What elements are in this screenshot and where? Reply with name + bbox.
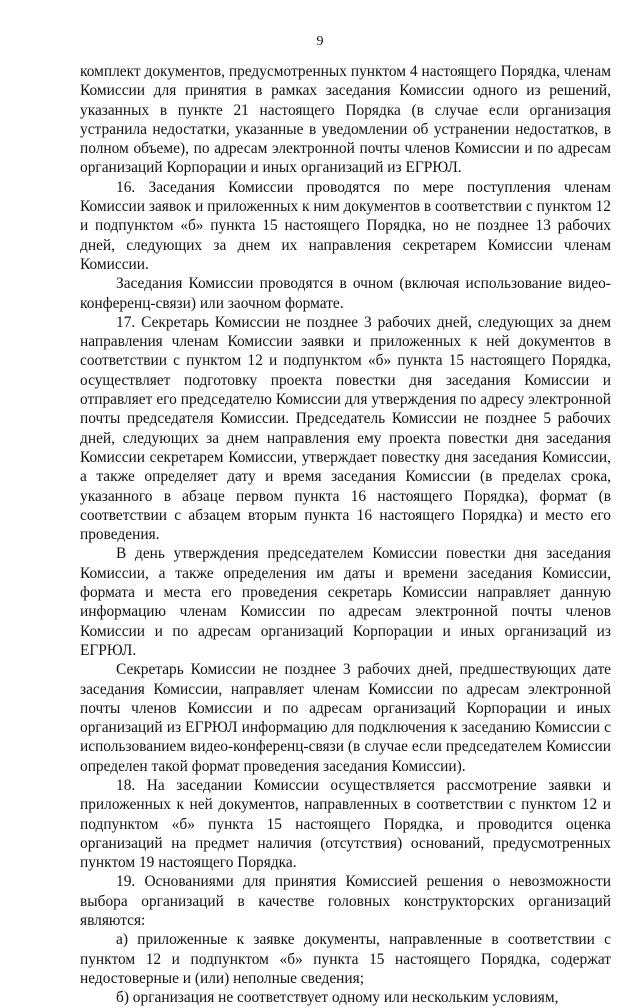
paragraph-16: 16. Заседания Комиссии проводятся по мере поступления членам Комиссии заявок и приложенных к ним документов в соответствии с пунктом 12 и подпунктом «б» пункта 15 настоящего Порядка, но не позднее 13 рабочих дней, следующих за днем их направления секретарем Комиссии членам Комиссии. [80, 178, 611, 273]
paragraph-17: 17. Секретарь Комиссии не позднее 3 рабочих дней, следующих за днем направления членам Комиссии заявки и приложенных к ней документов в соответствии с пунктом 12 и подпунктом «б» пункта 15 настоящего Порядка, осуществляет подготовку проекта повестки дня заседания Комиссии и отправляет его председателю Комиссии для утверждения по адресу электронной почты председателя Комиссии. Председатель Комиссии не позднее 5 рабочих дней, следующих за днем направления ему проекта повестки дня заседания Комиссии секретарем Комиссии, утверждает повестку дня заседания Комиссии, а также определяет дату и время заседания Комиссии (в пределах срока, указанного в абзаце первом пункта 16 настоящего Порядка), формат (в соответствии с абзацем вторым пункта 16 настоящего Порядка) и место его проведения. [80, 313, 611, 544]
paragraph-19: 19. Основаниями для принятия Комиссией решения о невозможности выбора организаций в качестве головных конструкторских организаций являются: [80, 873, 611, 930]
paragraph-17-video-link: Секретарь Комиссии не позднее 3 рабочих дней, предшествующих дате заседания Комиссии, направляет членам Комиссии по адресам электронной почты членов Комиссии и по адресам организаций Корпорации и иных организаций из ЕГРЮЛ информацию для подключения к заседанию Комиссии с использованием видео-конференц-связи (в случае если председателем Комиссии определен такой формат проведения заседания Комиссии). [80, 661, 611, 775]
paragraph-17-notification: В день утверждения председателем Комиссии повестки дня заседания Комиссии, а также определения им даты и времени заседания Комиссии, формата и места его проведения секретарь Комиссии направляет данную информацию членам Комиссии по адресам электронной почты членов Комиссии и по адресам организаций Корпорации и иных организаций из ЕГРЮЛ. [80, 545, 611, 659]
paragraph-continuation: комплект документов, предусмотренных пунктом 4 настоящего Порядка, членам Комиссии для принятия в рамках заседания Комиссии одного из решений, указанных в пункте 21 настоящего Порядка (в случае если организация устранила недостатки, указанные в уведомлении об устранении недостатков, в полном объеме), по адресам электронной почты членов Комиссии и по адресам организаций Корпорации и иных организаций из ЕГРЮЛ. [80, 63, 611, 177]
paragraph-16-format: Заседания Комиссии проводятся в очном (включая использование видео-конференц-связи) или заочном формате. [80, 275, 611, 312]
paragraph-19-a: а) приложенные к заявке документы, направленные в соответствии с пунктом 12 и подпунктом «б» пункта 15 настоящего Порядка, содержат недостоверные и (или) неполные сведения; [80, 931, 611, 987]
page-number: 9 [316, 34, 324, 49]
paragraph-18: 18. На заседании Комиссии осуществляется рассмотрение заявки и приложенных к ней документов, направленных в соответствии с пунктом 12 и подпунктом «б» пункта 15 настоящего Порядка, и проводится оценка организаций на предмет наличия (отсутствия) оснований, предусмотренных пунктом 19 настоящего Порядка. [80, 776, 611, 872]
paragraph-19-b: б) организация не соответствует одному или нескольким условиям, [116, 989, 559, 1007]
document-body [80, 62, 611, 1008]
